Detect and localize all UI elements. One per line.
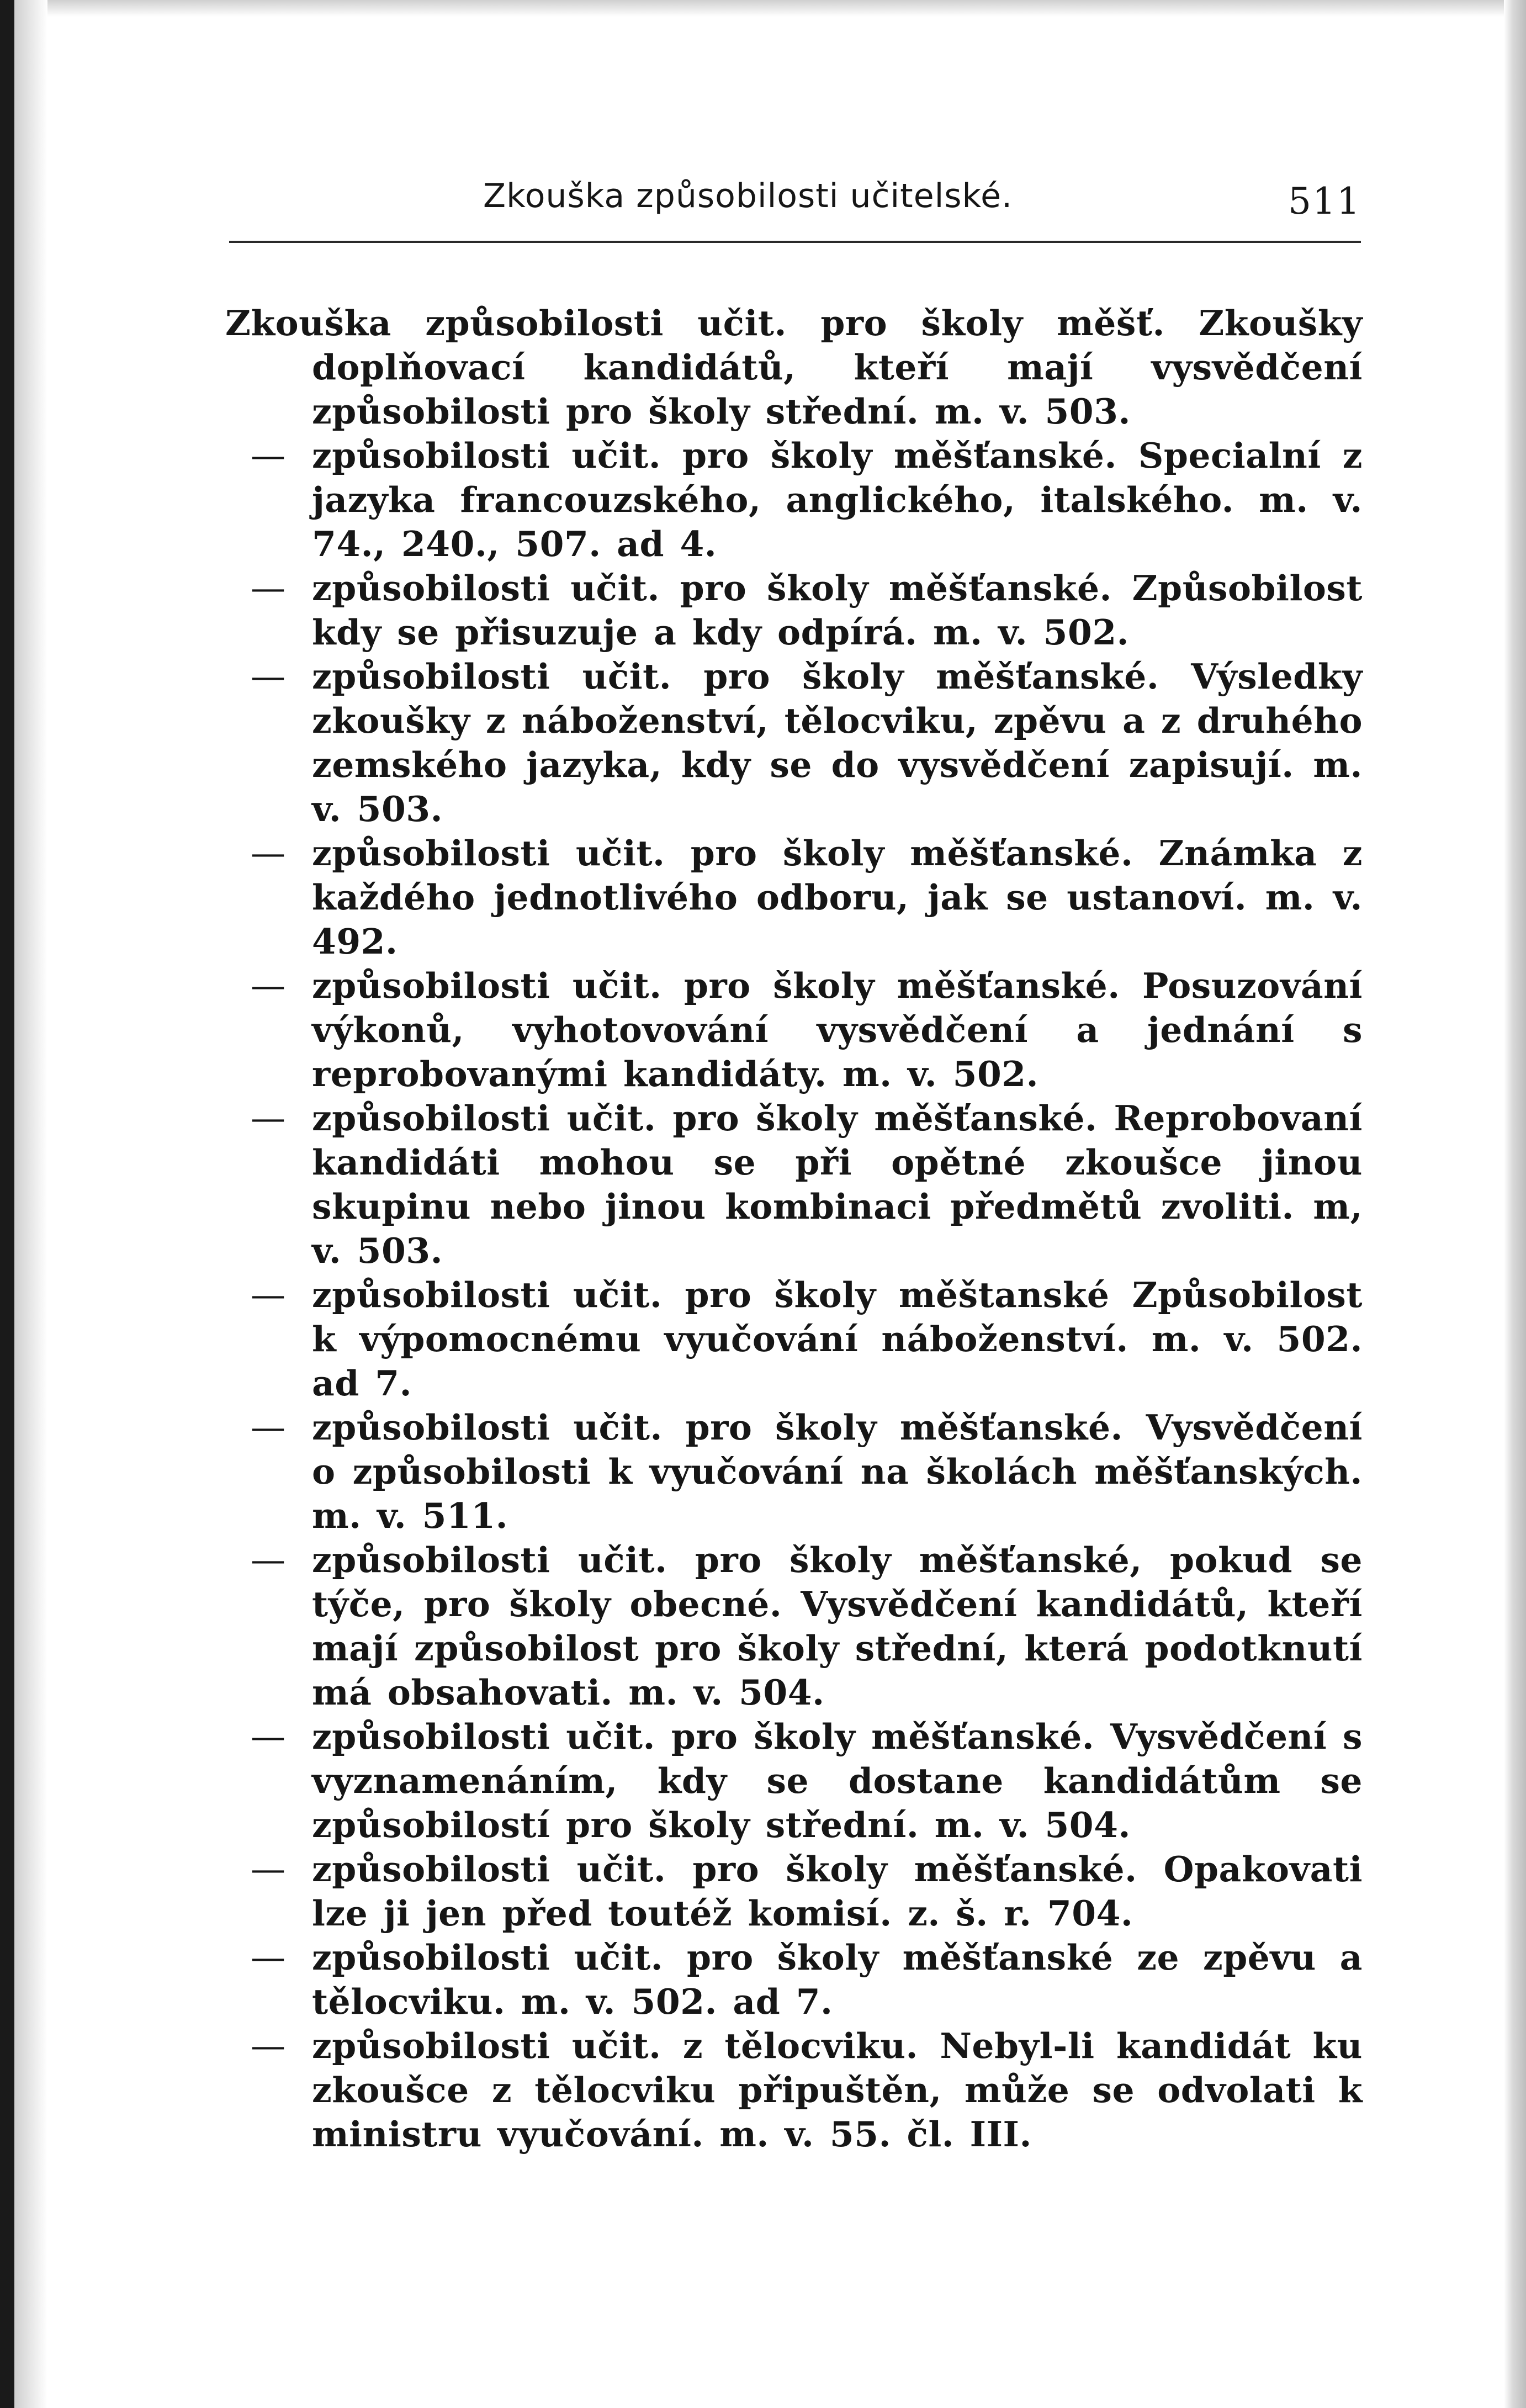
entry-text: způsobilosti učit. pro školy měšťanské, pokud se týče, pro školy obecné. Vysvědčení kandidátů, kteří mají způsobilost pro školy střední, která podotknutí má obsahovati. m. v. 504.	[312, 1539, 1363, 1713]
entry-dash: —	[251, 568, 286, 608]
entry-dash: —	[251, 1937, 286, 1977]
index-entry	[225, 2024, 1363, 2156]
entry-text: způsobilosti učit. pro školy měšťanské. Známka z každého jednotlivého odboru, jak se ustanoví. m. v. 492.	[312, 833, 1363, 962]
entry-text: způsobilosti učit. pro školy měšťanské. Specialní z jazyka francouzského, anglického, italského. m. v. 74., 240., 507. ad 4.	[312, 435, 1363, 564]
header-rule	[229, 241, 1361, 243]
index-entry	[225, 1405, 1363, 1538]
scan-left-shadow	[14, 0, 47, 2408]
entry-dash: —	[251, 1849, 286, 1889]
page-header	[229, 177, 1361, 243]
entry-text: způsobilosti učit. pro školy měšťanské. Posuzování výkonů, vyhotovování vysvědčení a jednání s reprobovanými kandidáty. m. v. 502.	[312, 965, 1363, 1094]
entry-text: způsobilosti učit. pro školy měšťanské. Výsledky zkoušky z náboženství, tělocviku, zpěvu a z druhého zemského jazyka, kdy se do vysvědčení zapisují. m. v. 503.	[312, 656, 1363, 829]
index-entry	[225, 1096, 1363, 1273]
index-entry	[225, 831, 1363, 964]
index-entry	[225, 301, 1363, 433]
entry-dash: —	[251, 1407, 286, 1447]
entry-dash: —	[251, 965, 286, 1005]
index-entry	[225, 433, 1363, 566]
index-entry	[225, 1847, 1363, 1935]
index-entry	[225, 654, 1363, 831]
entry-text: způsobilosti učit. pro školy měšťanské. Způsobilost kdy se přisuzuje a kdy odpírá. m. v. 502.	[312, 568, 1363, 653]
running-title: Zkouška způsobilosti učitelské.	[483, 177, 1013, 215]
entry-text: způsobilosti učit. pro školy měšťanské. Opakovati lze ji jen před toutéž komisí. z. š. r. 704.	[312, 1849, 1363, 1934]
entry-dash: —	[251, 1716, 286, 1756]
entry-text: Zkouška způsobilosti učit. pro školy měšť. Zkoušky doplňovací kandidátů, kteří mají vysvědčení způsobilosti pro školy střední. m. v. 503.	[225, 303, 1363, 432]
entry-dash: —	[251, 656, 286, 696]
scan-top-edge	[0, 0, 1526, 17]
page-number: 511	[1288, 180, 1361, 223]
index-entry	[225, 964, 1363, 1096]
entry-dash: —	[251, 435, 286, 475]
index-entry	[225, 566, 1363, 654]
entry-text: způsobilosti učit. pro školy měšťanské. Vysvědčení o způsobilosti k vyučování na školách měšťanských. m. v. 511.	[312, 1407, 1363, 1536]
entry-text: způsobilosti učit. pro školy měštanské Způsobilost k výpomocnému vyučování náboženství. m. v. 502. ad 7.	[312, 1274, 1363, 1404]
entry-dash: —	[251, 1098, 286, 1138]
index-entry	[225, 1935, 1363, 2024]
entry-dash: —	[251, 2025, 286, 2066]
entry-text: způsobilosti učit. z tělocviku. Nebyl-li kandidát ku zkoušce z tělocviku připuštěn, může se odvolati k ministru vyučování. m. v. 55. čl. III.	[312, 2025, 1363, 2155]
entry-dash: —	[251, 833, 286, 873]
entry-dash: —	[251, 1274, 286, 1315]
entry-text: způsobilosti učit. pro školy měšťanské. Vysvědčení s vyznamenáním, kdy se dostane kandidátům se způsobilostí pro školy střední. m. v. 504.	[312, 1716, 1363, 1845]
scan-left-binding-edge	[0, 0, 14, 2408]
index-entry	[225, 1273, 1363, 1405]
index-entry	[225, 1538, 1363, 1714]
entry-text: způsobilosti učit. pro školy měšťanské. Reprobovaní kandidáti mohou se při opětné zkoušce jinou skupinu nebo jinou kombinaci předmětů zvoliti. m, v. 503.	[312, 1098, 1363, 1271]
index-entry	[225, 1714, 1363, 1847]
entry-text: způsobilosti učit. pro školy měšťanské ze zpěvu a tělocviku. m. v. 502. ad 7.	[312, 1937, 1363, 2022]
scan-right-edge	[1504, 0, 1526, 2408]
entry-dash: —	[251, 1539, 286, 1580]
index-entries	[225, 301, 1363, 2156]
